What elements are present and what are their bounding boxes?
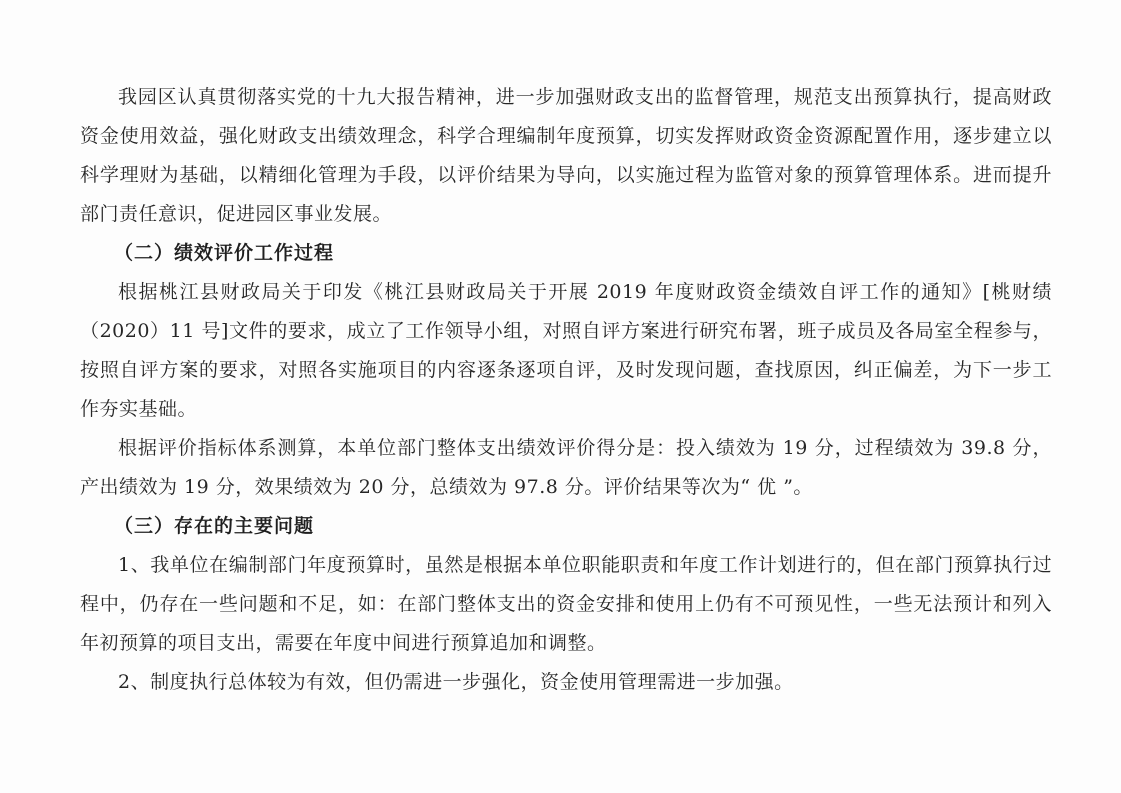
paragraph-problem-2: 2、制度执行总体较为有效，但仍需进一步强化，资金使用管理需进一步加强。 — [118, 671, 794, 693]
document-body — [80, 78, 1052, 702]
section-heading-main-problems: （三）存在的主要问题 — [114, 515, 315, 537]
paragraph-evaluation-score: 根据评价指标体系测算，本单位部门整体支出绩效评价得分是：投入绩效为 19 分，过程绩效为 39.8 分，产出绩效为 19 分，效果绩效为 20 分，总绩效为 97.8 分。评价结果等次为“ 优 ”。 — [80, 437, 1052, 498]
section-heading-evaluation-process: （二）绩效评价工作过程 — [114, 242, 335, 264]
paragraph-problem-1: 1、我单位在编制部门年度预算时，虽然是根据本单位职能职责和年度工作计划进行的，但在部门预算执行过程中，仍存在一些问题和不足，如：在部门整体支出的资金安排和使用上仍有不可预见性，一些无法预计和列入年初预算的项目支出，需要在年度中间进行预算追加和调整。 — [80, 554, 1052, 654]
paragraph-intro: 我园区认真贯彻落实党的十九大报告精神，进一步加强财政支出的监督管理，规范支出预算执行，提高财政资金使用效益，强化财政支出绩效理念，科学合理编制年度预算，切实发挥财政资金资源配置作用，逐步建立以科学理财为基础，以精细化管理为手段，以评价结果为导向，以实施过程为监管对象的预算管理体系。进而提升部门责任意识，促进园区事业发展。 — [80, 86, 1052, 225]
paragraph-evaluation-process: 根据桃江县财政局关于印发《桃江县财政局关于开展 2019 年度财政资金绩效自评工作的通知》[桃财绩（2020）11 号]文件的要求，成立了工作领导小组，对照自评方案进行研究布署，班子成员及各局室全程参与，按照自评方案的要求，对照各实施项目的内容逐条逐项自评，及时发现问题，查找原因，纠正偏差，为下一步工作夯实基础。 — [80, 281, 1052, 420]
